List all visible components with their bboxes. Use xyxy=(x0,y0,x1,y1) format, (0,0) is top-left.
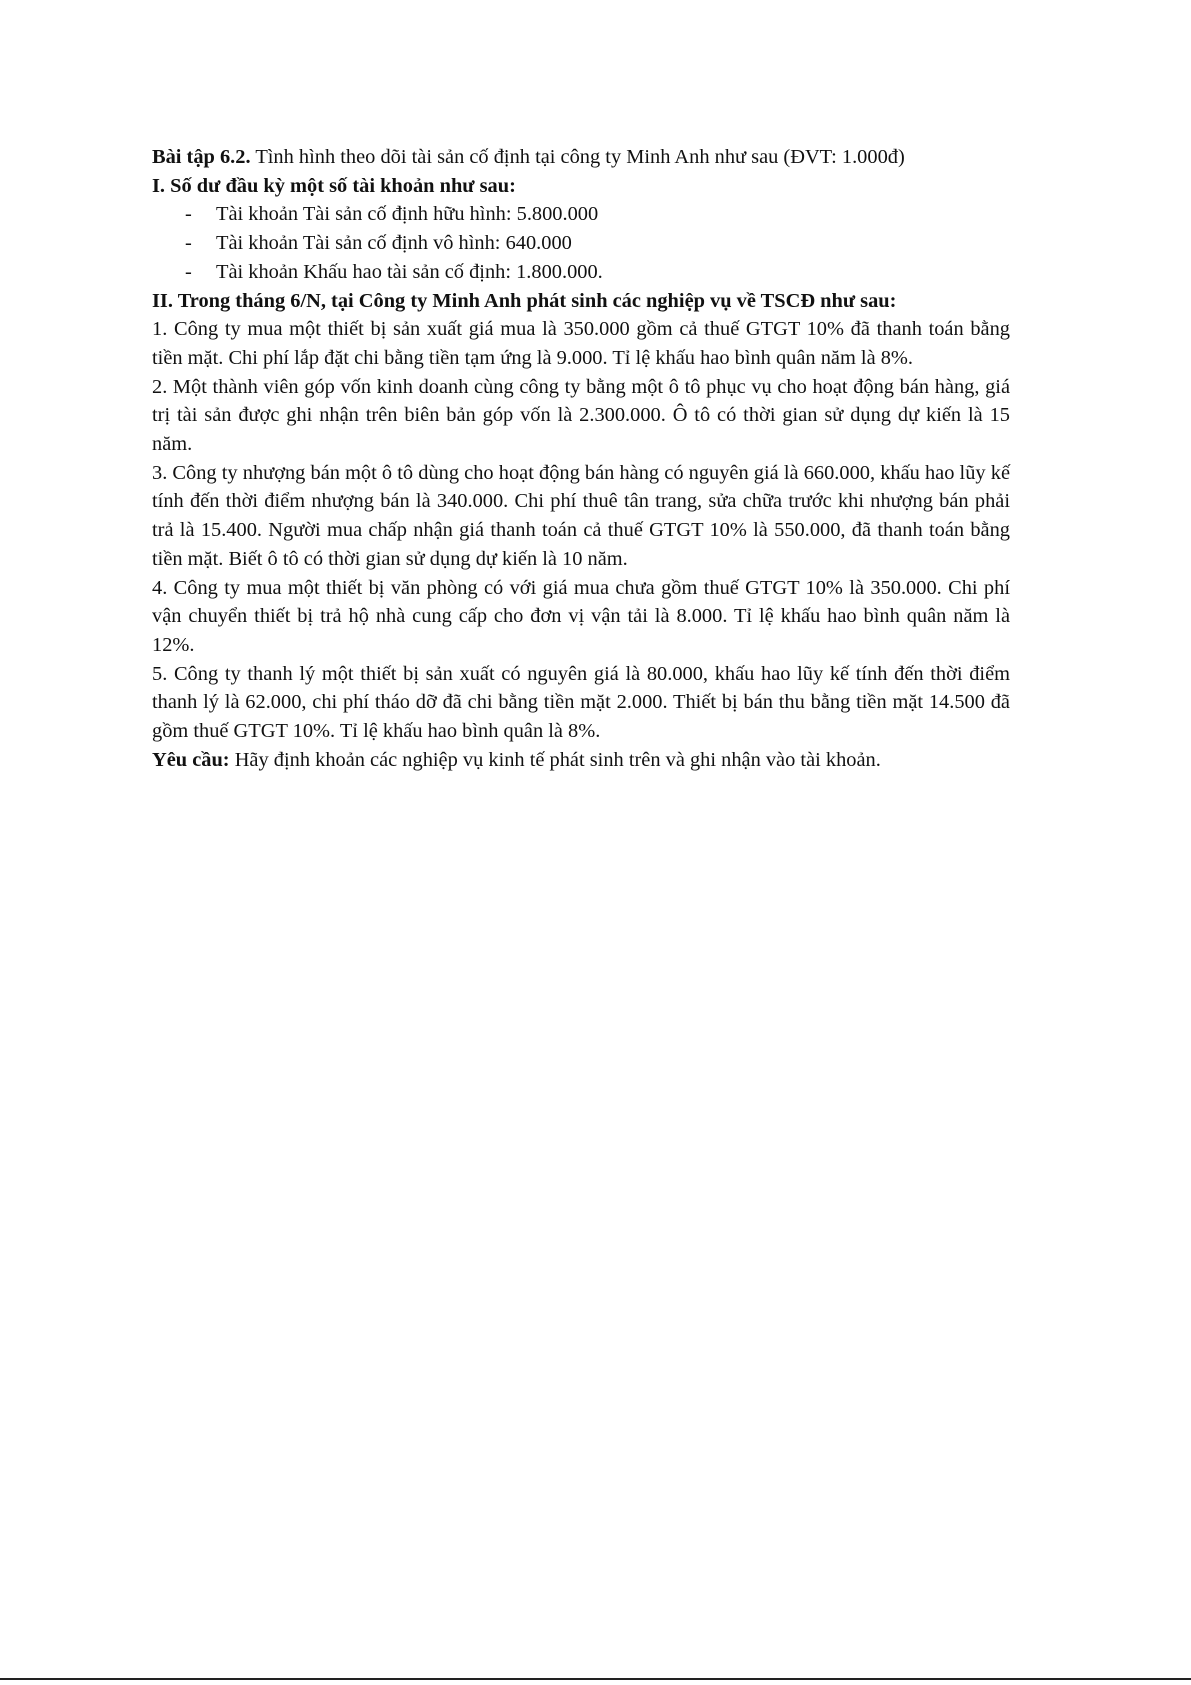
transaction-paragraph: 5. Công ty thanh lý một thiết bị sản xuất có nguyên giá là 80.000, khấu hao lũy kế tính đến thời điểm thanh lý là 62.000, chi phí tháo dỡ đã chi bằng tiền mặt 2.000. Thiết bị bán thu bằng tiền mặt 14.500 đã gồm thuế GTGT 10%. Tỉ lệ khấu hao bình quân là 8%. xyxy=(152,662,1010,743)
requirement-text: Hãy định khoản các nghiệp vụ kinh tế phát sinh trên và ghi nhận vào tài khoản. xyxy=(234,748,881,771)
list-item xyxy=(185,229,1010,258)
transaction-paragraph: 1. Công ty mua một thiết bị sản xuất giá mua là 350.000 gồm cả thuế GTGT 10% đã thanh toán bằng tiền mặt. Chi phí lắp đặt chi bằng tiền tạm ứng là 9.000. Tỉ lệ khấu hao bình quân năm là 8%. xyxy=(152,318,1010,369)
bottom-divider xyxy=(0,1678,1191,1680)
list-item xyxy=(185,258,1010,287)
list-item-text: Tài khoản Khấu hao tài sản cố định: 1.800.000. xyxy=(216,260,603,283)
list-item xyxy=(185,200,1010,229)
bullet-dash: - xyxy=(185,260,192,283)
document-page xyxy=(152,143,1010,774)
transaction-paragraph: 2. Một thành viên góp vốn kinh doanh cùng công ty bằng một ô tô phục vụ cho hoạt động bán hàng, giá trị tài sản được ghi nhận trên biên bản góp vốn là 2.300.000. Ô tô có thời gian sử dụng dự kiến là 15 năm. xyxy=(152,375,1010,456)
section-2-heading: II. Trong tháng 6/N, tại Công ty Minh Anh phát sinh các nghiệp vụ về TSCĐ như sau: xyxy=(152,289,897,312)
transaction-paragraph: 3. Công ty nhượng bán một ô tô dùng cho hoạt động bán hàng có nguyên giá là 660.000, khấu hao lũy kế tính đến thời điểm nhượng bán là 340.000. Chi phí thuê tân trang, sửa chữa trước khi nhượng bán phải trả là 15.400. Người mua chấp nhận giá thanh toán cả thuế GTGT 10% là 550.000, đã thanh toán bằng tiền mặt. Biết ô tô có thời gian sử dụng dự kiến là 10 năm. xyxy=(152,461,1010,570)
exercise-intro: Tình hình theo dõi tài sản cố định tại công ty Minh Anh như sau (ĐVT: 1.000đ) xyxy=(255,146,905,168)
requirement-line xyxy=(152,746,1010,775)
list-item-text: Tài khoản Tài sản cố định vô hình: 640.000 xyxy=(216,232,572,255)
exercise-title xyxy=(152,143,1010,172)
bullet-dash: - xyxy=(185,203,192,226)
transaction-paragraph: 4. Công ty mua một thiết bị văn phòng có với giá mua chưa gồm thuế GTGT 10% là 350.000. Chi phí vận chuyển thiết bị trả hộ nhà cung cấp cho đơn vị vận tải là 8.000. Tỉ lệ khấu hao bình quân năm là 12%. xyxy=(152,576,1010,656)
list-item-text: Tài khoản Tài sản cố định hữu hình: 5.800.000 xyxy=(216,203,599,226)
opening-balance-list xyxy=(152,200,1010,286)
requirement-label: Yêu cầu: xyxy=(152,748,230,771)
exercise-label: Bài tập 6.2. xyxy=(152,146,251,168)
bullet-dash: - xyxy=(185,232,192,255)
section-1-heading: I. Số dư đầu kỳ một số tài khoản như sau: xyxy=(152,174,516,197)
